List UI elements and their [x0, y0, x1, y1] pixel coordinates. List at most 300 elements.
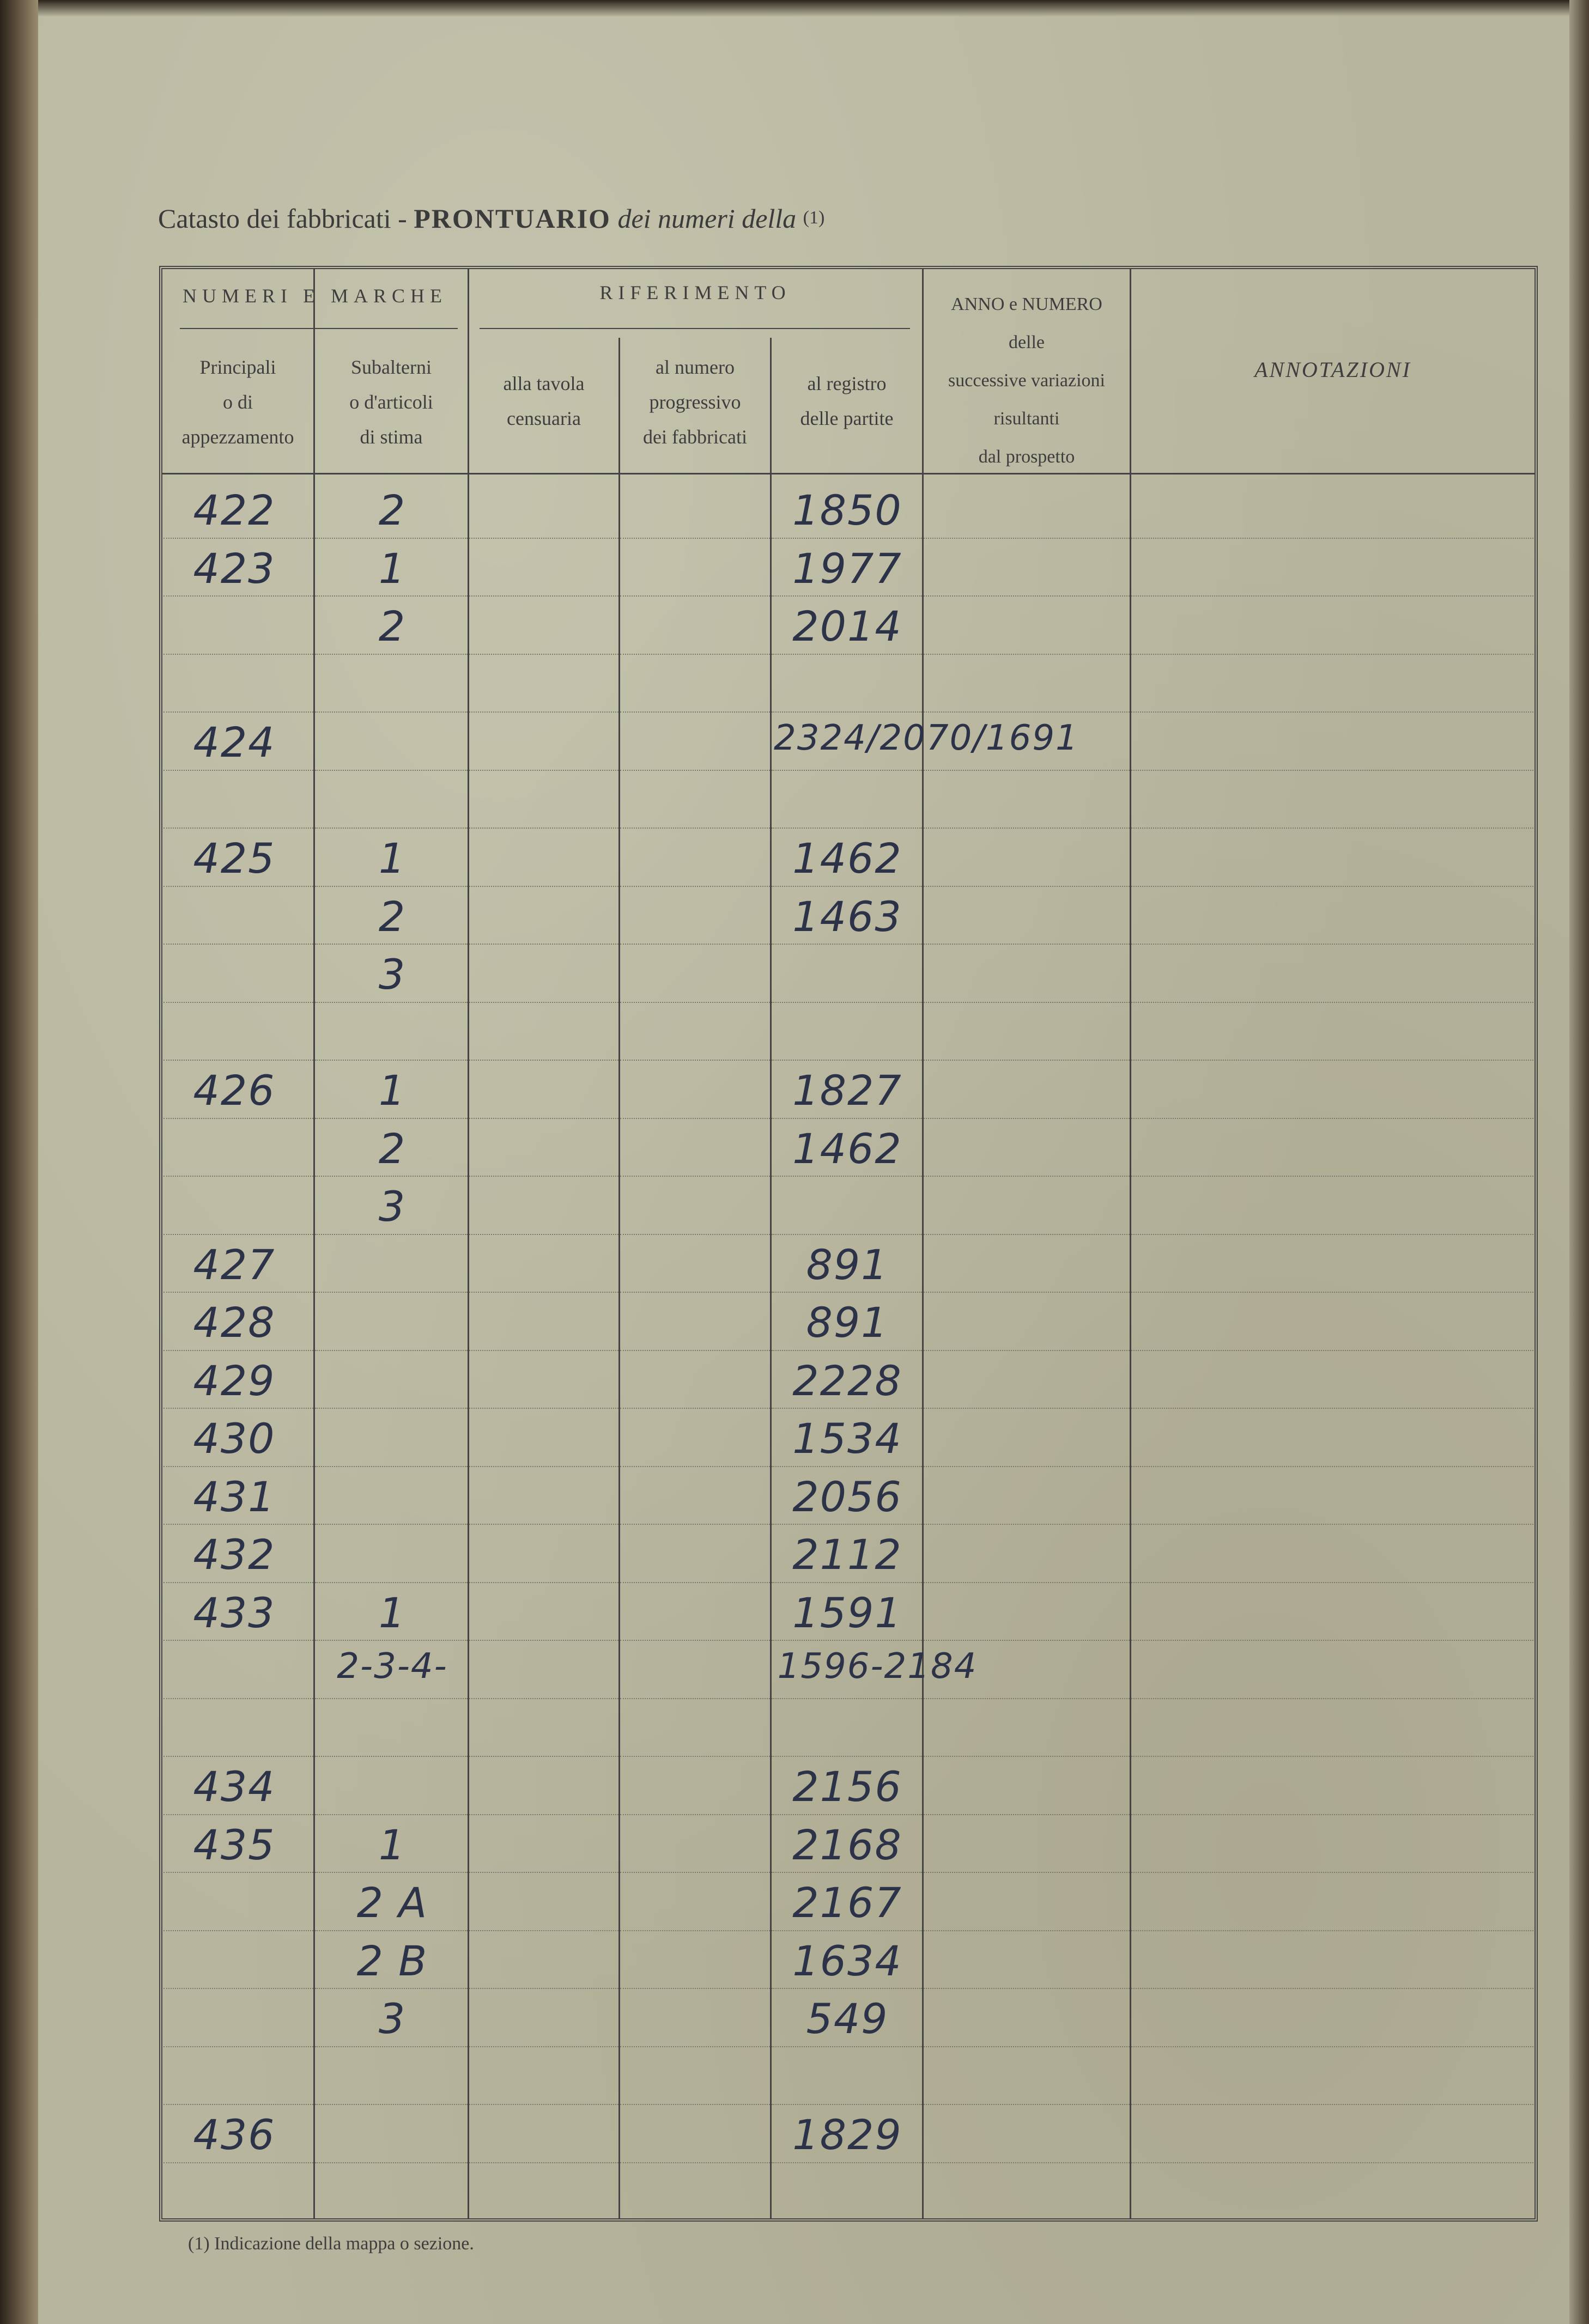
header-registro-line1: al registro: [807, 373, 887, 394]
row-rule: [469, 1988, 618, 1989]
cell-principale: 425: [193, 834, 276, 883]
cell-registro: 891: [806, 1298, 889, 1347]
cell-principale: 426: [193, 1066, 276, 1115]
row-rule: [469, 944, 618, 945]
cell-subalterno: 2-3-4-: [337, 1646, 448, 1687]
row-rule: [924, 1002, 1130, 1003]
cell-principale: 427: [193, 1240, 276, 1289]
row-rule: [163, 1524, 313, 1525]
header-numero-line1: al numero: [656, 356, 735, 378]
row-rule: [1131, 886, 1533, 887]
row-rule: [772, 1466, 922, 1467]
header-principali-line2: o di: [222, 391, 253, 413]
header-registro-line2: delle partite: [800, 407, 894, 429]
row-rule: [163, 1060, 313, 1061]
row-rule: [924, 1756, 1130, 1757]
row-rule: [469, 1582, 618, 1583]
row-rule: [1131, 1292, 1533, 1293]
group-rule-riferimento: [480, 328, 910, 329]
row-rule: [163, 654, 313, 655]
row-rule: [620, 595, 770, 597]
cell-registro: 891: [806, 1240, 889, 1289]
row-rule: [772, 1176, 922, 1177]
cell-registro: 1829: [792, 2110, 902, 2159]
row-rule: [469, 1524, 618, 1525]
header-principali: [162, 350, 313, 454]
row-rule: [315, 595, 468, 597]
row-rule: [620, 1582, 770, 1583]
row-rule: [620, 654, 770, 655]
row-rule: [469, 1698, 618, 1699]
row-rule: [620, 828, 770, 829]
row-rule: [163, 1640, 313, 1641]
row-rule: [469, 654, 618, 655]
row-rule: [772, 2046, 922, 2047]
row-rule: [1131, 654, 1533, 655]
row-rule: [469, 1814, 618, 1815]
row-rule: [772, 1234, 922, 1235]
row-rule: [469, 1060, 618, 1061]
row-rule: [1131, 1872, 1533, 1873]
cell-registro: 1596-2184: [777, 1646, 978, 1687]
row-rule: [772, 770, 922, 771]
row-rule: [620, 1930, 770, 1931]
cell-registro: 2156: [792, 1762, 902, 1811]
row-rule: [163, 1698, 313, 1699]
cell-subalterno: 1: [378, 1820, 407, 1869]
cell-subalterno: 2 B: [356, 1936, 428, 1985]
row-rule: [620, 1698, 770, 1699]
header-anno-line2: delle: [1008, 332, 1045, 352]
row-rule: [315, 828, 468, 829]
row-rule: [620, 1292, 770, 1293]
row-rule: [469, 1408, 618, 1409]
row-rule: [1131, 770, 1533, 771]
row-rule: [924, 1930, 1130, 1931]
row-rule: [1131, 1582, 1533, 1583]
row-rule: [469, 770, 618, 771]
row-rule: [469, 2046, 618, 2047]
row-rule: [620, 944, 770, 945]
row-rule: [469, 1756, 618, 1757]
cell-registro: 1591: [792, 1588, 902, 1637]
cell-subalterno: 1: [378, 834, 407, 883]
row-rule: [772, 944, 922, 945]
row-rule: [315, 1756, 468, 1757]
cell-registro: 1977: [792, 544, 902, 593]
row-rule: [315, 1350, 468, 1351]
row-rule: [1131, 1988, 1533, 1989]
cell-subalterno: 2: [378, 486, 407, 534]
header-bottom-rule: [162, 473, 1535, 474]
row-rule: [163, 1466, 313, 1467]
row-rule: [469, 1292, 618, 1293]
row-rule: [924, 1698, 1130, 1699]
row-rule: [620, 1002, 770, 1003]
header-anno-numero: [924, 285, 1130, 476]
cell-subalterno: 1: [378, 1066, 407, 1115]
cell-registro: 2014: [792, 602, 902, 650]
row-rule: [1131, 2046, 1533, 2047]
cell-registro: 1462: [792, 834, 902, 883]
cell-subalterno: 2: [378, 602, 407, 650]
row-rule: [1131, 711, 1533, 713]
divider-subalterni: [468, 269, 469, 2219]
header-principali-line3: appezzamento: [181, 426, 294, 448]
cell-subalterno: 3: [378, 950, 407, 999]
cell-principale: 435: [193, 1820, 276, 1869]
cell-principale: 430: [193, 1414, 276, 1463]
row-rule: [469, 2104, 618, 2105]
row-rule: [1131, 1176, 1533, 1177]
row-rule: [163, 1582, 313, 1583]
row-rule: [924, 770, 1130, 771]
row-rule: [772, 1292, 922, 1293]
cell-registro: 2112: [792, 1530, 902, 1579]
header-anno-line5: dal prospetto: [978, 447, 1075, 467]
header-principali-line1: Principali: [199, 356, 276, 378]
row-rule: [620, 2162, 770, 2163]
cell-subalterno: 3: [378, 1182, 407, 1231]
row-rule: [772, 1118, 922, 1119]
footnote: (1) Indicazione della mappa o sezione.: [188, 2234, 474, 2254]
row-rule: [620, 1408, 770, 1409]
row-rule: [772, 1524, 922, 1525]
row-rule: [924, 828, 1130, 829]
book-binding: [0, 0, 38, 2324]
row-rule: [772, 1756, 922, 1757]
cell-registro: 2324/2070/1691: [774, 718, 1079, 758]
row-rule: [469, 828, 618, 829]
header-subalterni-line1: Subalterni: [351, 356, 432, 378]
cell-registro: 2228: [792, 1356, 902, 1405]
row-rule: [469, 538, 618, 539]
cell-principale: 422: [193, 486, 276, 534]
row-rule: [772, 1698, 922, 1699]
row-rule: [620, 1872, 770, 1873]
row-rule: [924, 1292, 1130, 1293]
row-rule: [772, 1408, 922, 1409]
header-numeri-marche: NUMERI E MARCHE: [182, 285, 447, 307]
cell-principale: 433: [193, 1588, 276, 1637]
row-rule: [772, 1930, 922, 1931]
row-rule: [163, 2162, 313, 2163]
row-rule: [620, 2046, 770, 2047]
cell-principale: 429: [193, 1356, 276, 1405]
divider-principali: [313, 269, 315, 2219]
row-rule: [315, 2104, 468, 2105]
row-rule: [163, 1002, 313, 1003]
row-rule: [315, 538, 468, 539]
row-rule: [163, 1350, 313, 1351]
row-rule: [924, 1060, 1130, 1061]
row-rule: [469, 1872, 618, 1873]
cell-principale: 434: [193, 1762, 276, 1811]
row-rule: [1131, 1118, 1533, 1119]
cell-registro: 1634: [792, 1936, 902, 1985]
cell-registro: 1850: [792, 486, 902, 534]
row-rule: [1131, 2162, 1533, 2163]
row-rule: [1131, 1408, 1533, 1409]
row-rule: [315, 1060, 468, 1061]
cell-registro: 2167: [792, 1878, 902, 1927]
row-rule: [163, 2046, 313, 2047]
row-rule: [315, 654, 468, 655]
row-rule: [772, 1872, 922, 1873]
row-rule: [469, 2162, 618, 2163]
row-rule: [315, 1582, 468, 1583]
divider-anno: [1130, 269, 1131, 2219]
row-rule: [772, 538, 922, 539]
title-prefix: Catasto dei fabbricati -: [158, 203, 407, 234]
row-rule: [315, 1988, 468, 1989]
row-rule: [163, 1756, 313, 1757]
header-subalterni-line3: di stima: [360, 426, 423, 448]
cell-subalterno: 2: [378, 1124, 407, 1173]
cell-subalterno: 3: [378, 1994, 407, 2043]
row-rule: [163, 1872, 313, 1873]
row-rule: [1131, 1640, 1533, 1641]
divider-registro: [922, 269, 924, 2219]
row-rule: [620, 1060, 770, 1061]
row-rule: [620, 1988, 770, 1989]
row-rule: [1131, 1698, 1533, 1699]
header-tavola-line2: censuaria: [507, 407, 581, 429]
row-rule: [772, 595, 922, 597]
row-rule: [772, 886, 922, 887]
row-rule: [315, 1930, 468, 1931]
row-rule: [620, 2104, 770, 2105]
row-rule: [469, 1002, 618, 1003]
page-title: [158, 203, 824, 234]
cell-principale: 431: [193, 1472, 276, 1521]
row-rule: [315, 1002, 468, 1003]
row-rule: [772, 828, 922, 829]
row-rule: [163, 828, 313, 829]
row-rule: [924, 1814, 1130, 1815]
row-rule: [163, 2104, 313, 2105]
row-rule: [163, 1176, 313, 1177]
row-rule: [315, 2046, 468, 2047]
row-rule: [924, 538, 1130, 539]
divider-tavola: [618, 338, 620, 2219]
row-rule: [620, 1640, 770, 1641]
row-rule: [620, 1814, 770, 1815]
row-rule: [1131, 1234, 1533, 1235]
row-rule: [315, 1118, 468, 1119]
cell-principale: 432: [193, 1530, 276, 1579]
row-rule: [163, 538, 313, 539]
header-subalterni-line2: o d'articoli: [349, 391, 433, 413]
row-rule: [315, 2162, 468, 2163]
row-rule: [469, 1118, 618, 1119]
divider-numero: [770, 338, 772, 2219]
row-rule: [924, 1988, 1130, 1989]
row-rule: [924, 886, 1130, 887]
row-rule: [315, 711, 468, 713]
row-rule: [924, 2046, 1130, 2047]
row-rule: [1131, 595, 1533, 597]
row-rule: [1131, 1350, 1533, 1351]
row-rule: [924, 654, 1130, 655]
row-rule: [469, 1640, 618, 1641]
row-rule: [772, 1582, 922, 1583]
row-rule: [1131, 1756, 1533, 1757]
row-rule: [315, 1176, 468, 1177]
header-numero-line2: progressivo: [649, 391, 741, 413]
row-rule: [315, 1698, 468, 1699]
row-rule: [163, 1930, 313, 1931]
cell-subalterno: 1: [378, 1588, 407, 1637]
row-rule: [620, 1756, 770, 1757]
row-rule: [924, 1524, 1130, 1525]
row-rule: [1131, 944, 1533, 945]
cell-principale: 428: [193, 1298, 276, 1347]
cell-subalterno: 2: [378, 892, 407, 941]
row-rule: [163, 886, 313, 887]
row-rule: [924, 1234, 1130, 1235]
header-registro: [772, 366, 922, 436]
row-rule: [315, 1466, 468, 1467]
row-rule: [469, 886, 618, 887]
row-rule: [1131, 1930, 1533, 1931]
row-rule: [163, 944, 313, 945]
row-rule: [620, 538, 770, 539]
row-rule: [924, 2162, 1130, 2163]
row-rule: [772, 654, 922, 655]
header-numero: [620, 350, 770, 454]
row-rule: [772, 1988, 922, 1989]
row-rule: [163, 1814, 313, 1815]
header-tavola-line1: alla tavola: [503, 373, 585, 394]
row-rule: [620, 711, 770, 713]
row-rule: [924, 1466, 1130, 1467]
row-rule: [163, 1234, 313, 1235]
row-rule: [315, 886, 468, 887]
page-top-edge: [38, 0, 1575, 16]
row-rule: [1131, 2104, 1533, 2105]
row-rule: [620, 1176, 770, 1177]
row-rule: [469, 595, 618, 597]
row-rule: [620, 1350, 770, 1351]
cell-principale: 423: [193, 544, 276, 593]
cell-registro: 1827: [792, 1066, 902, 1115]
cell-subalterno: 2 A: [356, 1878, 428, 1927]
row-rule: [620, 1234, 770, 1235]
row-rule: [924, 2104, 1130, 2105]
row-rule: [469, 1350, 618, 1351]
cell-registro: 2168: [792, 1820, 902, 1869]
header-tavola: [469, 366, 618, 436]
page-right-edge: [1569, 0, 1589, 2324]
header-subalterni: [315, 350, 468, 454]
row-rule: [469, 1930, 618, 1931]
row-rule: [315, 1524, 468, 1525]
row-rule: [163, 1118, 313, 1119]
row-rule: [1131, 828, 1533, 829]
row-rule: [772, 2104, 922, 2105]
row-rule: [924, 595, 1130, 597]
row-rule: [315, 1640, 468, 1641]
row-rule: [469, 1234, 618, 1235]
row-rule: [163, 770, 313, 771]
row-rule: [163, 1408, 313, 1409]
row-rule: [772, 1350, 922, 1351]
header-numero-line3: dei fabbricati: [643, 426, 747, 448]
row-rule: [772, 2162, 922, 2163]
row-rule: [1131, 1814, 1533, 1815]
header-riferimento: RIFERIMENTO: [599, 282, 791, 303]
row-rule: [924, 1582, 1130, 1583]
row-rule: [772, 711, 922, 713]
row-rule: [1131, 1524, 1533, 1525]
row-rule: [315, 1408, 468, 1409]
row-rule: [924, 1176, 1130, 1177]
row-rule: [924, 944, 1130, 945]
row-rule: [469, 1466, 618, 1467]
row-rule: [924, 711, 1130, 713]
row-rule: [924, 1640, 1130, 1641]
cell-subalterno: 1: [378, 544, 407, 593]
header-anno-line4: risultanti: [993, 409, 1060, 429]
row-rule: [772, 1640, 922, 1641]
row-rule: [1131, 1002, 1533, 1003]
title-main: PRONTUARIO: [414, 203, 611, 234]
group-rule-numeri: [180, 328, 458, 329]
title-subtitle: dei numeri della: [617, 203, 797, 234]
cell-registro: 1463: [792, 892, 902, 941]
row-rule: [315, 1234, 468, 1235]
row-rule: [620, 770, 770, 771]
row-rule: [163, 595, 313, 597]
row-rule: [163, 1988, 313, 1989]
row-rule: [924, 1408, 1130, 1409]
cell-principale: 436: [193, 2110, 276, 2159]
row-rule: [469, 711, 618, 713]
title-note-ref: (1): [803, 208, 825, 228]
row-rule: [772, 1814, 922, 1815]
header-anno-line1: ANNO e NUMERO: [951, 294, 1102, 314]
row-rule: [163, 1292, 313, 1293]
row-rule: [620, 1118, 770, 1119]
cell-principale: 424: [193, 718, 276, 766]
row-rule: [315, 944, 468, 945]
cell-registro: 1462: [792, 1124, 902, 1173]
cell-registro: 1534: [792, 1414, 902, 1463]
row-rule: [924, 1350, 1130, 1351]
cell-registro: 549: [806, 1994, 889, 2043]
header-annotazioni: ANNOTAZIONI: [1254, 357, 1411, 382]
row-rule: [315, 770, 468, 771]
row-rule: [469, 1176, 618, 1177]
row-rule: [620, 1524, 770, 1525]
row-rule: [315, 1872, 468, 1873]
row-rule: [620, 1466, 770, 1467]
row-rule: [315, 1814, 468, 1815]
row-rule: [1131, 1466, 1533, 1467]
row-rule: [1131, 538, 1533, 539]
row-rule: [620, 886, 770, 887]
header-anno-line3: successive variazioni: [948, 370, 1105, 391]
row-rule: [924, 1118, 1130, 1119]
row-rule: [1131, 1060, 1533, 1061]
row-rule: [772, 1002, 922, 1003]
cell-registro: 2056: [792, 1472, 902, 1521]
row-rule: [315, 1292, 468, 1293]
row-rule: [163, 711, 313, 713]
row-rule: [772, 1060, 922, 1061]
row-rule: [924, 1872, 1130, 1873]
